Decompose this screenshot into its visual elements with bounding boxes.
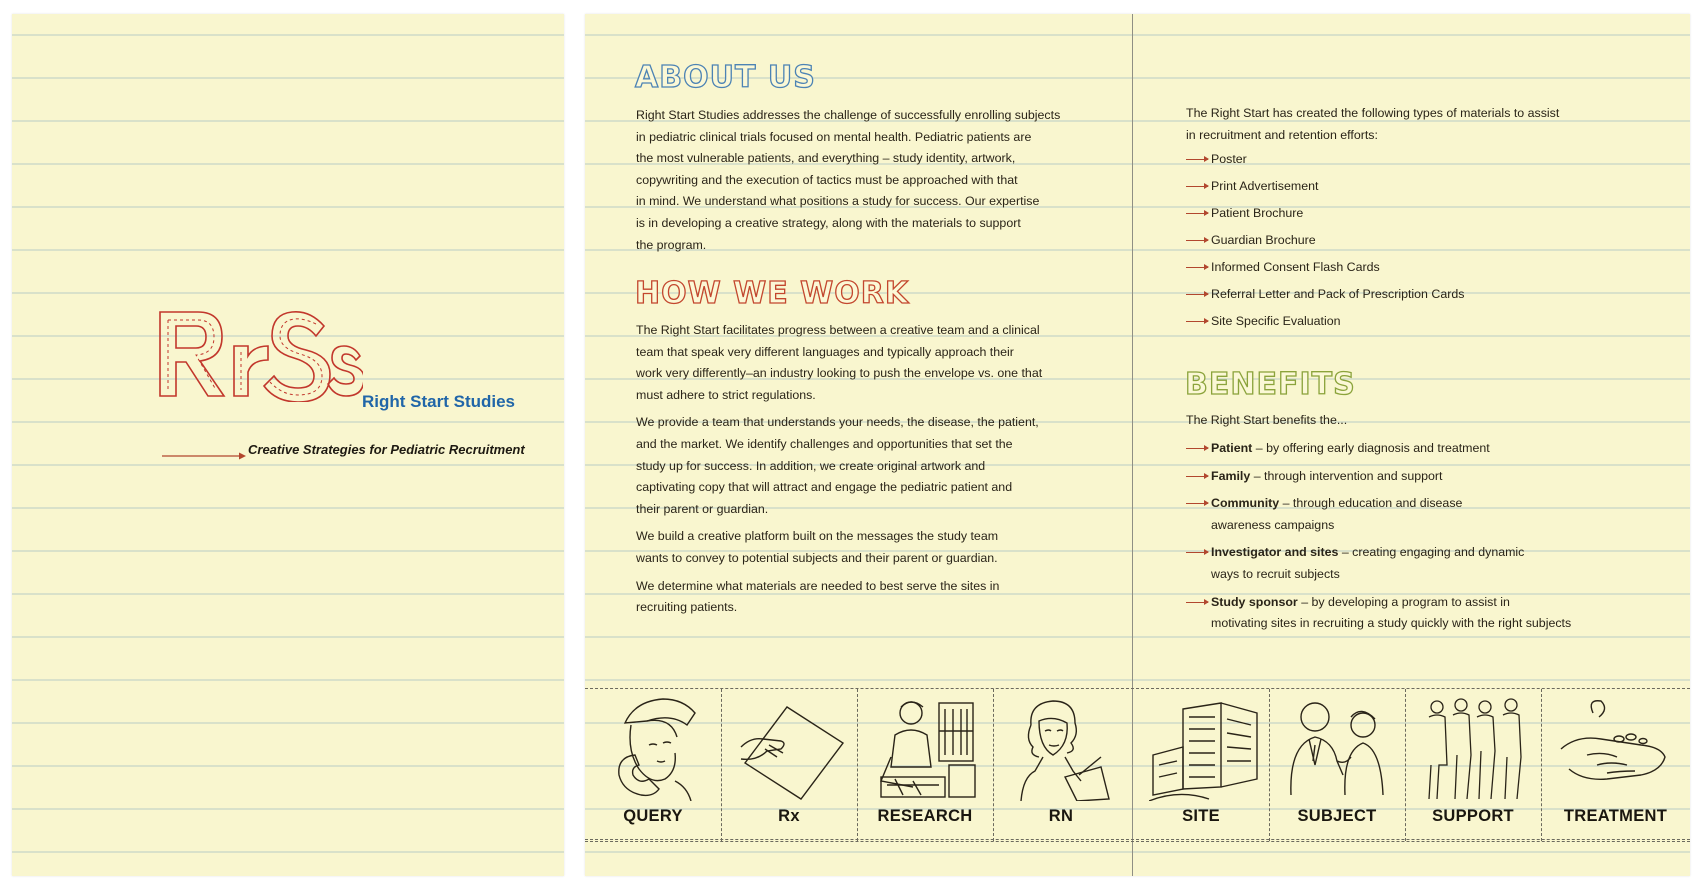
list-item: Print Advertisement	[1186, 176, 1464, 203]
list-item: Guardian Brochure	[1186, 230, 1464, 257]
about-line: the most vulnerable patients, and everything – study identity, artwork,	[636, 151, 1016, 166]
how-paragraph: We provide a team that understands your needs, the disease, the patient, and the market. We identify challenges and opportunities that set the study up for success. In addition, we create original artwork and captivating copy that will attract and engage the pediatric patient and their parent or guardian.	[636, 415, 1039, 516]
how-text	[636, 320, 1042, 625]
inside-spread	[585, 14, 1690, 876]
strip-cell-subject	[1269, 689, 1406, 841]
arrow-icon	[1186, 476, 1208, 477]
list-item: Site Specific Evaluation	[1186, 311, 1464, 338]
strip-label: Rx	[778, 807, 800, 825]
strip-label: SUPPORT	[1432, 807, 1514, 825]
arrow-icon	[1186, 186, 1208, 187]
strip-label: SITE	[1182, 807, 1220, 825]
about-line: Right Start Studies addresses the challenge of successfully enrolling subjects	[636, 108, 1061, 122]
hospital-building-icon	[1149, 695, 1261, 801]
strip-cell-site	[1133, 689, 1270, 841]
strip-label: RESEARCH	[877, 807, 973, 825]
benefits-intro: The Right Start benefits the...	[1186, 413, 1348, 427]
list-item: Family – through intervention and support	[1186, 466, 1571, 488]
nurse-phone-icon	[601, 695, 705, 801]
arrow-icon	[1186, 240, 1208, 241]
arrow-icon	[1186, 267, 1208, 268]
arrow-icon	[1186, 602, 1208, 603]
strip-label: RN	[1048, 807, 1074, 825]
how-paragraph: We build a creative platform built on the messages the study team wants to convey to potential subjects and their parent or guardian.	[636, 529, 999, 565]
list-item: Patient – by offering early diagnosis and treatment	[1186, 438, 1571, 460]
arrow-icon	[1186, 552, 1208, 553]
materials-list	[1186, 149, 1464, 338]
materials-intro: The Right Start has created the following types of materials to assist in recruitment and retention efforts:	[1186, 106, 1560, 142]
tagline: Creative Strategies for Pediatric Recruitment	[248, 442, 525, 457]
doctor-child-icon	[1285, 695, 1391, 801]
lab-researcher-icon	[873, 695, 979, 801]
arrow-icon	[1186, 159, 1208, 160]
tagline-arrow-icon	[162, 451, 246, 461]
arrow-icon	[1186, 503, 1208, 504]
nurse-icon	[1009, 695, 1115, 801]
strip-cell-rx	[721, 689, 858, 841]
about-line: copywriting and the execution of tactics must be approached with that	[636, 172, 1018, 187]
prescription-card-icon	[737, 695, 847, 801]
cover-panel	[12, 14, 564, 876]
about-line: is in developing a creative strategy, along with the materials to support	[636, 215, 1021, 230]
about-line: in pediatric clinical trials focused on mental health. Pediatric patients are	[636, 129, 1032, 144]
about-line: the program.	[636, 237, 707, 252]
arrow-icon	[1186, 321, 1208, 322]
brand-name: Right Start Studies	[362, 392, 516, 411]
benefits-list	[1186, 438, 1571, 641]
strip-cell-query	[585, 689, 722, 841]
rrss-logo-icon	[158, 306, 363, 402]
illustration-strip	[585, 688, 1690, 842]
list-item: Patient Brochure	[1186, 203, 1464, 230]
hand-pills-icon	[1557, 695, 1669, 801]
list-item: Referral Letter and Pack of Prescription Cards	[1186, 284, 1464, 311]
list-item: Investigator and sites – creating engaging and dynamic ways to recruit subjects	[1186, 542, 1571, 585]
strip-label: QUERY	[623, 807, 683, 825]
about-heading: ABOUT US	[635, 60, 816, 95]
list-item: Informed Consent Flash Cards	[1186, 257, 1464, 284]
strip-label: TREATMENT	[1563, 807, 1668, 825]
strip-label: SUBJECT	[1297, 807, 1377, 825]
strip-cell-research	[857, 689, 994, 841]
arrow-icon	[1186, 213, 1208, 214]
strip-cell-treatment	[1541, 689, 1690, 841]
list-item: Community – through education and disease awareness campaigns	[1186, 493, 1571, 536]
about-line: in mind. We understand what positions a study for success. Our expertise	[636, 194, 1040, 209]
benefits-heading: BENEFITS	[1185, 367, 1356, 402]
list-item: Study sponsor – by developing a program to assist in motivating sites in recruiting a study quickly with the right subjects	[1186, 592, 1571, 635]
about-text	[636, 105, 1060, 256]
arrow-icon	[1186, 294, 1208, 295]
arrow-icon	[1186, 448, 1208, 449]
how-paragraph: We determine what materials are needed to best serve the sites in recruiting patients.	[636, 578, 1000, 615]
list-item: Poster	[1186, 149, 1464, 176]
how-paragraph: The Right Start facilitates progress between a creative team and a clinical team that speak very different languages and typically approach their work very differently–an industry looking to push the envelope vs. one that must adhere to strict regulations.	[636, 323, 1043, 402]
group-people-icon	[1421, 695, 1527, 801]
strip-cell-rn	[993, 689, 1129, 841]
how-heading: HOW WE WORK	[635, 276, 910, 311]
strip-cell-support	[1405, 689, 1542, 841]
